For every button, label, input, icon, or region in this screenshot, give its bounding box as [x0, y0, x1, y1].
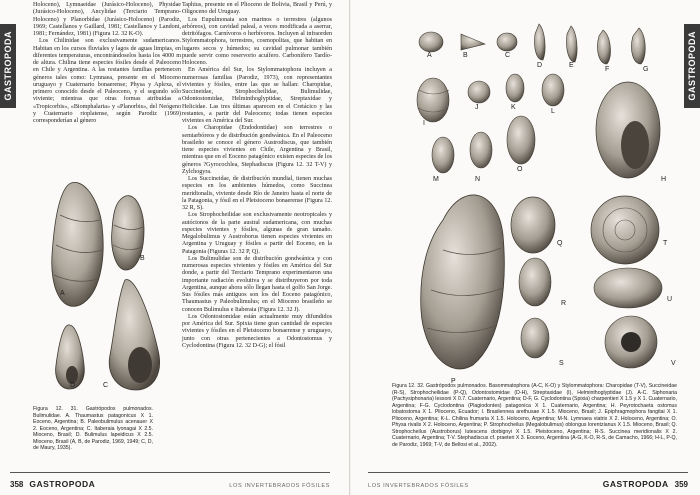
shell-f-image	[597, 30, 610, 64]
shell-k-image	[506, 74, 524, 102]
shell-e-image	[566, 26, 577, 62]
footer-book-title: LOS INVERTEBRADOS FÓSILES	[368, 483, 469, 489]
figure-label-k: K	[511, 104, 516, 111]
shell-r-image	[519, 258, 551, 306]
shell-q-image	[511, 197, 555, 253]
page-number: 358	[10, 480, 24, 489]
paragraph: Los Chilinidae son exclusivamente sudamericanos. Habitan en los cursos fluviales y lagos de aguas limpias, en diferentes temperaturas, encontrándoselos hasta los 4000 m de altura. Chilina tiene especies fósiles desde el Paleoceno en Chile y Argentina. A las restantes familias pertenecen géneros tales como: Lymnaea, presente en el Mioceno uruguayo y Cuaternario bonaerense; Physa y Aplexa, el primero conocido desde el Paleoceno, y el segundo sólo viviente; mientras que otras formas atribuidas a «Tropicorbis», «Biomphalaria» y «Planorbis», del Neógeno y Cuaternario rioplatense, según Parodiz (1969) corresponderían al género	[33, 38, 181, 124]
figure-label-r: R	[561, 300, 567, 307]
figure-label-q: Q	[557, 240, 563, 247]
paragraph: Los Succineidae, de distribución mundial, tienen muchas especies en los ambientes húmedos, como Succinea meridionalis, viviente desde Río de Janeiro hasta el norte de la Patagonia, y fósil en el Pleistoceno bonaerense (Figura 12. 32 R, S).	[182, 176, 332, 211]
shell-i-image	[417, 78, 449, 122]
paragraph: En América del Sur, los Stylommatophora incluyen a numerosas familias (Parodiz, 1973), con representantes vivientes y fósiles, entre las que se hallan: Charopidae, Succineidae, Strophocheilidae, Bulimulidae, Odontostomidae, Helminthoglyptidae, Streptaxidae y Helicidae. Las tres últimas aparecen en el Cretácico y las restantes, a partir del Paleoceno; todas tienen especies vivientes en América del Sur.	[182, 67, 332, 124]
shell-p-image	[421, 195, 505, 369]
shell-b-image	[461, 34, 485, 50]
figure-label-f: F	[605, 66, 610, 73]
paragraph: Los Bulimulidae son de distribución gondwánica y con numerosas especies vivientes y fósiles en América del Sur donde, a partir del Terciario Temprano experimentaron una importante radiación evolutiva y se distribuyeron por toda Argentina, aunque ahora sólo llegan hasta el golfo San Jorge. Sus fósiles más antiguos son los del Eoceno patagónico, Thaumastus y Paleobulimulus; en el Mioceno brasileño se conocen Bulimulus e Itaberaia (Figura 12. 32 J).	[182, 255, 332, 313]
shell-c-image	[497, 33, 517, 51]
figure-label-u: U	[667, 296, 673, 303]
figure-label-b: B	[140, 255, 145, 262]
figure-label-h: H	[661, 176, 667, 183]
figure-label-c: C	[103, 382, 109, 389]
figure-label-c: C	[505, 52, 511, 59]
shell-s-image	[521, 318, 549, 358]
figure-label-a: A	[427, 52, 432, 59]
footer-left	[10, 472, 330, 489]
shell-u-image	[594, 268, 662, 308]
figure-label-v: V	[671, 360, 676, 367]
figure-label-j: J	[475, 104, 479, 111]
shell-j-image	[468, 81, 490, 103]
figure-label-o: O	[517, 166, 523, 173]
figure-12-31	[40, 175, 180, 400]
section-tab-right: GASTROPODA	[684, 24, 700, 108]
figure-label-m: M	[433, 176, 439, 183]
figure-label-n: N	[475, 176, 481, 183]
footer-section: GASTROPODA	[29, 479, 96, 489]
right-page	[351, 0, 700, 495]
figure-12-32	[403, 20, 688, 380]
paragraph: Taphius, presente en el Plioceno de Bolivia, Brasil y Perú, y Oligoceno del Uruguay.	[182, 2, 332, 16]
figure-label-g: G	[643, 66, 649, 73]
left-text-column-2	[182, 2, 332, 350]
section-tab-left: GASTROPODA	[0, 24, 16, 108]
figure-label-p: P	[451, 378, 456, 385]
paragraph: Los Eupulmonata son marinos o terrestres (algunos arbóreos), con cavidad paleal, a veces modificada a aserrar, detritófagos. Carnívoros o herbívoros. Incluyen al infraorden Stylommatophora, terrestres, cosmopolitas, que habitan en lugares secos y húmedos; su cavidad pulmonar también puede servir como reservorio acuífero. Carbonífero Tardío-Holoceno.	[182, 16, 332, 66]
paragraph: Holoceno), Lymnaeidae (Jurásico-Holoceno), Physidae (Jurásico-Holoceno), Ancylidae (Terciario Temprano-Holoceno) y Planorbidae (Jurásico-Holoceno) (Parodiz, 1969; Castellanos y Gaillard, 1981; Castellanos y Landoni, 1981; Fernández, 1981) (Figura 12. 32 K-O).	[33, 2, 181, 37]
figure-caption-12-31: Figura 12. 31. Gastrópodos pulmonados. Bulimulidae. A. Thaumastus patagonicus X 1. Eoceno, Argentina; B. Paleobulimulus acenauer X 2. Eoceno, Argentina; C. Itaberaia lyonagai X 2.5. Mioceno, Brasil; D. Bulimulus lapeidicus X 2.5. Mioceno, Brasil (A, B, de Parodiz, 1969, 1949; C, D, de Maury, 1935).	[33, 406, 153, 451]
figure-label-a: A	[60, 290, 65, 297]
paragraph: Los Strophocheilidae son exclusivamente neotropicales y autóctonos de la parte austral sudamericana, con muchas especies vivientes y fósiles, algunas de gran tamaño. Megalobulimus y Austroborus tienen especies vivientes en Argentina y Uruguay y fósiles a partir del Eoceno, en la Patagonia (Figuras 12. 32 P, Q).	[182, 212, 332, 255]
figure-label-t: T	[663, 240, 668, 247]
shell-n-image	[470, 132, 492, 168]
shell-t-image	[591, 196, 659, 264]
shell-a-image	[419, 32, 443, 52]
figure-label-i: I	[423, 120, 425, 127]
footer-section: GASTROPODA	[602, 479, 669, 489]
footer-right	[368, 472, 688, 489]
figure-caption-12-32: Figura 12. 32. Gastrópodos pulmonados. Basommatophora (A-C, K-O) y Stylommatophora: Charopidae (T-V), Succineidae (R-S), Strophocheilidae (P-Q), Odontostomidae (D-H), Streptaxidae (I), Helminthoglyptidae (J). A-C. Siphonaria (Pachysiphonaria) lessoni X 0.7. Cuaternario, Argentina; D-F, G. Cyclodontina (Spixia) charpentieri X 1.5 y X 1. Cuaternario, Argentina; F-G. Cyclodontina (Plagiodontes) patagonica X 1. Cuaternario, Argentina; H. Peyrotochaeta ostomus lobatostoma X 1. Plioceno, Ecuador; I. Brasilennea arethusae X 1.5. Mioceno, Brasil; J. Epiphragmophora fangitai X 1. Plioceno, Argentina; K-L. Chilina frumaria X 1.5. Holoceno, Argentina; M-N. Lymnaea viatrix X 2. Holoceno, Argentina; O. Physa rivalis X 2. Holoceno, Argentina; P. Strophocheilus (Megalobulimus) oblongus lorentzianus X 1.5. Mioceno, Brasil; Q. Strophocheilus (Austroborus) lutescens dorbignyi X 1.5. Pleistoceno, Argentina; R-S. Succinea meridionalis X 2. Cuaternario, Argentina; T-V. Stephadiscus cf. praeteri X 3. Eoceno, Argentina (A-G, K-O, R-S, de Camacho, 1966; H-L, P-Q, de Parodiz, 1969; T-V, de Bellosi et al., 2002).	[392, 383, 677, 448]
figure-label-d: D	[70, 382, 76, 389]
figure-label-b: B	[463, 52, 468, 59]
footer-book-title: LOS INVERTEBRADOS FÓSILES	[229, 483, 330, 489]
left-text-column-1	[33, 2, 181, 125]
figure-label-e: E	[569, 62, 574, 69]
shell-g-image	[631, 28, 645, 64]
shell-m-image	[432, 137, 454, 173]
shell-d-image	[534, 24, 545, 60]
figure-label-s: S	[559, 360, 564, 367]
figure-label-l: L	[551, 108, 555, 115]
paragraph: Los Odontostomidae están actualmente muy difundidos por América del Sur. Spixia tiene gran cantidad de especies vivientes y fósiles en el Pleistoceno bonaerense y uruguayo, junto con otras pertenecientes a Odontostomus y Cyclodontina (Figura 12. 32 D-G); el fósil	[182, 313, 332, 349]
figure-label-d: D	[537, 62, 543, 69]
shell-a-image	[52, 182, 103, 306]
shell-l-image	[542, 74, 564, 106]
shell-o-image	[507, 116, 535, 164]
paragraph: Los Charopidae (Endodontidae) son terrestres o semiarbóreos y de distribución gondwánica. En el Paleoceno brasileño se conoce el género Austrodiscus, que también tiene especies vivientes en Chile, Argentina y Brasil, mientras que en el Eoceno patagónico existen especies de los géneros ?Gyrocochlea, Stephadiscus (Figura 12. 32 T-V) y Zylchogyra.	[182, 125, 332, 175]
page-number: 359	[674, 480, 688, 489]
